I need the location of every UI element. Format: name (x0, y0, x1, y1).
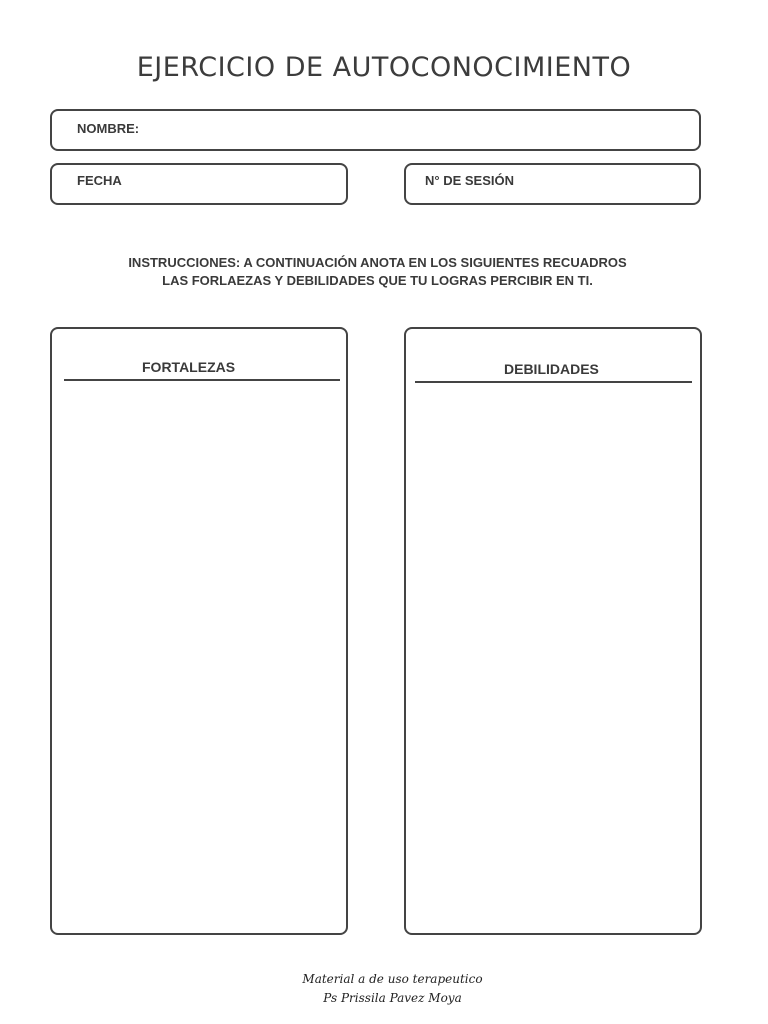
fortalezas-header: FORTALEZAS (142, 359, 236, 375)
nombre-field[interactable] (50, 109, 701, 151)
nombre-label: NOMBRE: (77, 121, 140, 136)
instructions-text (0, 254, 755, 290)
fecha-label: FECHA (77, 173, 122, 188)
footer-material-note: Material a de uso terapeutico (302, 972, 483, 986)
fecha-field[interactable] (50, 163, 348, 205)
page-title: EJERCICIO DE AUTOCONOCIMIENTO (136, 52, 632, 84)
instructions-line-2: LAS FORLAEZAS Y DEBILIDADES QUE TU LOGRAS PERCIBIR EN TI. (162, 273, 593, 288)
sesion-number-label: N° DE SESIÓN (425, 173, 514, 188)
fortalezas-underline (64, 379, 340, 381)
debilidades-box (404, 327, 702, 935)
debilidades-writing-area[interactable] (416, 389, 690, 923)
debilidades-header: DEBILIDADES (504, 361, 599, 377)
fortalezas-box (50, 327, 348, 935)
instructions-line-1: INSTRUCCIONES: A CONTINUACIÓN ANOTA EN LOS SIGUIENTES RECUADROS (128, 255, 627, 270)
fortalezas-writing-area[interactable] (62, 389, 336, 923)
sesion-number-field[interactable] (404, 163, 701, 205)
footer-author: Ps Prissila Pavez Moya (323, 991, 462, 1005)
debilidades-underline (415, 381, 692, 383)
